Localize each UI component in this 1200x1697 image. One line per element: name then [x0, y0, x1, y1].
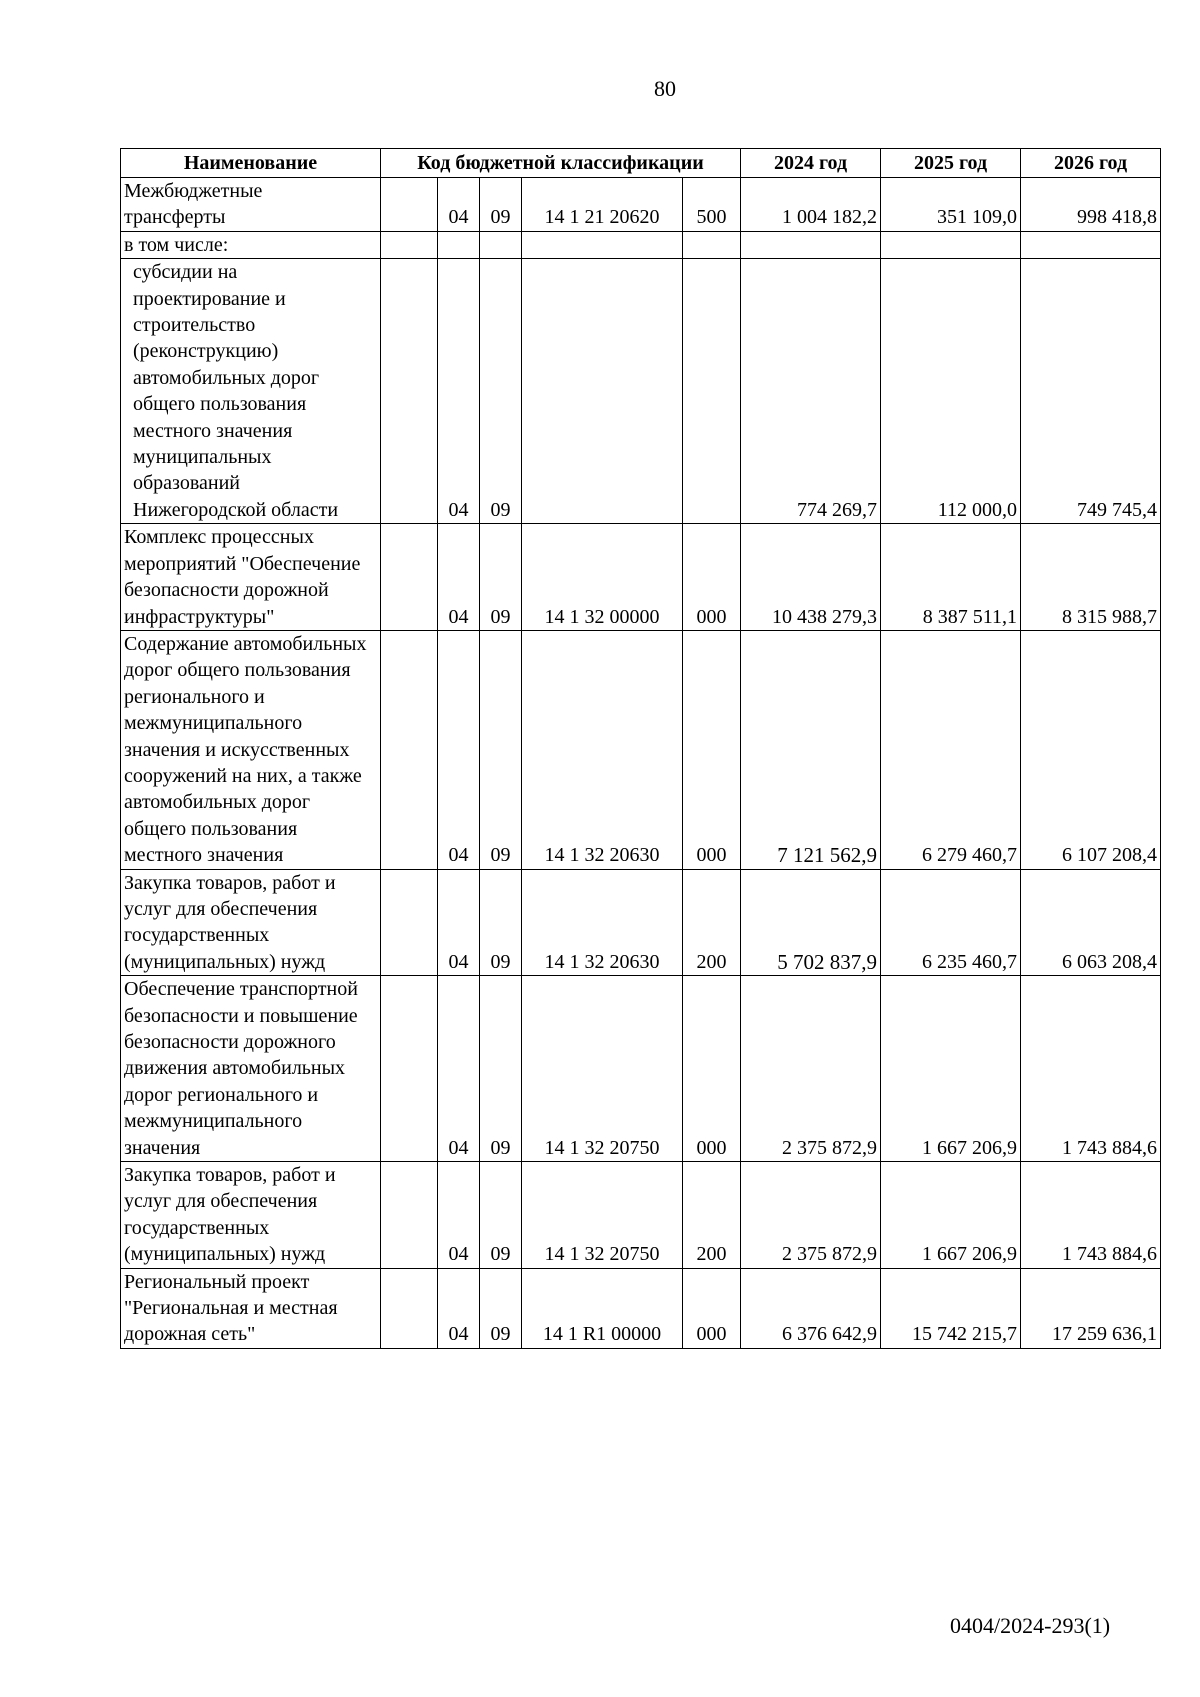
- row-expense-type: 000: [683, 976, 741, 1162]
- header-2026: 2026 год: [1021, 149, 1161, 178]
- row-expense-type: 000: [683, 630, 741, 869]
- row-section: 04: [438, 1162, 480, 1269]
- row-value-2024: 1 004 182,2: [741, 178, 881, 232]
- header-2024: 2024 год: [741, 149, 881, 178]
- row-value-2026: 6 107 208,4: [1021, 630, 1161, 869]
- row-subsection: 09: [480, 1268, 522, 1348]
- row-expense-type: [683, 259, 741, 524]
- row-blank: [381, 1268, 438, 1348]
- row-blank: [381, 976, 438, 1162]
- row-section: 04: [438, 259, 480, 524]
- budget-table: [120, 148, 1161, 1349]
- row-target-article: 14 1 32 20750: [522, 976, 683, 1162]
- row-expense-type: 200: [683, 1162, 741, 1269]
- row-subsection: 09: [480, 259, 522, 524]
- row-section: 04: [438, 869, 480, 976]
- row-blank: [381, 524, 438, 631]
- row-value-2025: 8 387 511,1: [881, 524, 1021, 631]
- row-value-2025: 6 279 460,7: [881, 630, 1021, 869]
- row-value-2025: 351 109,0: [881, 178, 1021, 232]
- row-subsection: 09: [480, 869, 522, 976]
- row-target-article: 14 1 32 00000: [522, 524, 683, 631]
- row-subsection: 09: [480, 1162, 522, 1269]
- table-row: [121, 976, 1161, 1162]
- row-value-2024: 10 438 279,3: [741, 524, 881, 631]
- row-name: Содержание автомобильных дорог общего пользования регионального и межмуниципального значения и искусственных сооружений на них, а также автомобильных дорог общего пользования местного значения: [121, 630, 381, 869]
- row-blank: [381, 231, 438, 258]
- row-section: [438, 231, 480, 258]
- row-value-2024: [741, 231, 881, 258]
- row-value-2026: 749 745,4: [1021, 259, 1161, 524]
- row-section: 04: [438, 630, 480, 869]
- row-target-article: 14 1 32 20750: [522, 1162, 683, 1269]
- row-blank: [381, 178, 438, 232]
- row-name: Комплекс процессных мероприятий "Обеспечение безопасности дорожной инфраструктуры": [121, 524, 381, 631]
- row-value-2026: 998 418,8: [1021, 178, 1161, 232]
- row-expense-type: [683, 231, 741, 258]
- row-value-2025: 6 235 460,7: [881, 869, 1021, 976]
- row-value-2024: 6 376 642,9: [741, 1268, 881, 1348]
- row-value-2025: 1 667 206,9: [881, 976, 1021, 1162]
- row-subsection: [480, 231, 522, 258]
- table-row: [121, 1162, 1161, 1269]
- header-code: Код бюджетной классификации: [381, 149, 741, 178]
- row-name: в том числе:: [121, 231, 381, 258]
- row-value-2026: 17 259 636,1: [1021, 1268, 1161, 1348]
- row-name: Закупка товаров, работ и услуг для обеспечения государственных (муниципальных) нужд: [121, 1162, 381, 1269]
- row-target-article: 14 1 32 20630: [522, 869, 683, 976]
- row-value-2025: 1 667 206,9: [881, 1162, 1021, 1269]
- row-blank: [381, 869, 438, 976]
- row-expense-type: 000: [683, 524, 741, 631]
- row-name: Обеспечение транспортной безопасности и повышение безопасности дорожного движения автомобильных дорог регионального и межмуниципального значения: [121, 976, 381, 1162]
- row-name: Региональный проект "Региональная и местная дорожная сеть": [121, 1268, 381, 1348]
- row-subsection: 09: [480, 976, 522, 1162]
- row-subsection: 09: [480, 630, 522, 869]
- row-value-2024: 2 375 872,9: [741, 976, 881, 1162]
- header-2025: 2025 год: [881, 149, 1021, 178]
- row-value-2026: [1021, 231, 1161, 258]
- row-value-2024: 2 375 872,9: [741, 1162, 881, 1269]
- row-value-2026: 1 743 884,6: [1021, 1162, 1161, 1269]
- row-target-article: [522, 231, 683, 258]
- row-value-2026: 8 315 988,7: [1021, 524, 1161, 631]
- row-expense-type: 000: [683, 1268, 741, 1348]
- row-section: 04: [438, 1268, 480, 1348]
- row-section: 04: [438, 976, 480, 1162]
- table-row: [121, 178, 1161, 232]
- header-row: [121, 149, 1161, 178]
- table-row: [121, 231, 1161, 258]
- table-row: [121, 524, 1161, 631]
- row-value-2025: [881, 231, 1021, 258]
- row-expense-type: 500: [683, 178, 741, 232]
- row-value-2025: 15 742 215,7: [881, 1268, 1021, 1348]
- row-value-2026: 6 063 208,4: [1021, 869, 1161, 976]
- table-row: [121, 630, 1161, 869]
- row-target-article: [522, 259, 683, 524]
- table-row: [121, 869, 1161, 976]
- row-section: 04: [438, 178, 480, 232]
- row-target-article: 14 1 21 20620: [522, 178, 683, 232]
- document-id: 0404/2024-293(1): [950, 1613, 1111, 1638]
- row-blank: [381, 259, 438, 524]
- row-expense-type: 200: [683, 869, 741, 976]
- row-value-2024: 7 121 562,9: [741, 630, 881, 869]
- row-value-2024: 774 269,7: [741, 259, 881, 524]
- row-value-2024: 5 702 837,9: [741, 869, 881, 976]
- row-blank: [381, 1162, 438, 1269]
- row-target-article: 14 1 32 20630: [522, 630, 683, 869]
- row-name: Межбюджетные трансферты: [121, 178, 381, 232]
- table-row: [121, 259, 1161, 524]
- row-name: Закупка товаров, работ и услуг для обеспечения государственных (муниципальных) нужд: [121, 869, 381, 976]
- row-section: 04: [438, 524, 480, 631]
- row-name: субсидии на проектирование и строительство (реконструкцию) автомобильных дорог общего пользования местного значения муниципальных образований Нижегородской области: [121, 259, 381, 524]
- row-subsection: 09: [480, 524, 522, 631]
- header-name: Наименование: [121, 149, 381, 178]
- row-blank: [381, 630, 438, 869]
- row-subsection: 09: [480, 178, 522, 232]
- row-value-2025: 112 000,0: [881, 259, 1021, 524]
- table-row: [121, 1268, 1161, 1348]
- row-value-2026: 1 743 884,6: [1021, 976, 1161, 1162]
- page-number: 80: [654, 76, 676, 101]
- row-target-article: 14 1 R1 00000: [522, 1268, 683, 1348]
